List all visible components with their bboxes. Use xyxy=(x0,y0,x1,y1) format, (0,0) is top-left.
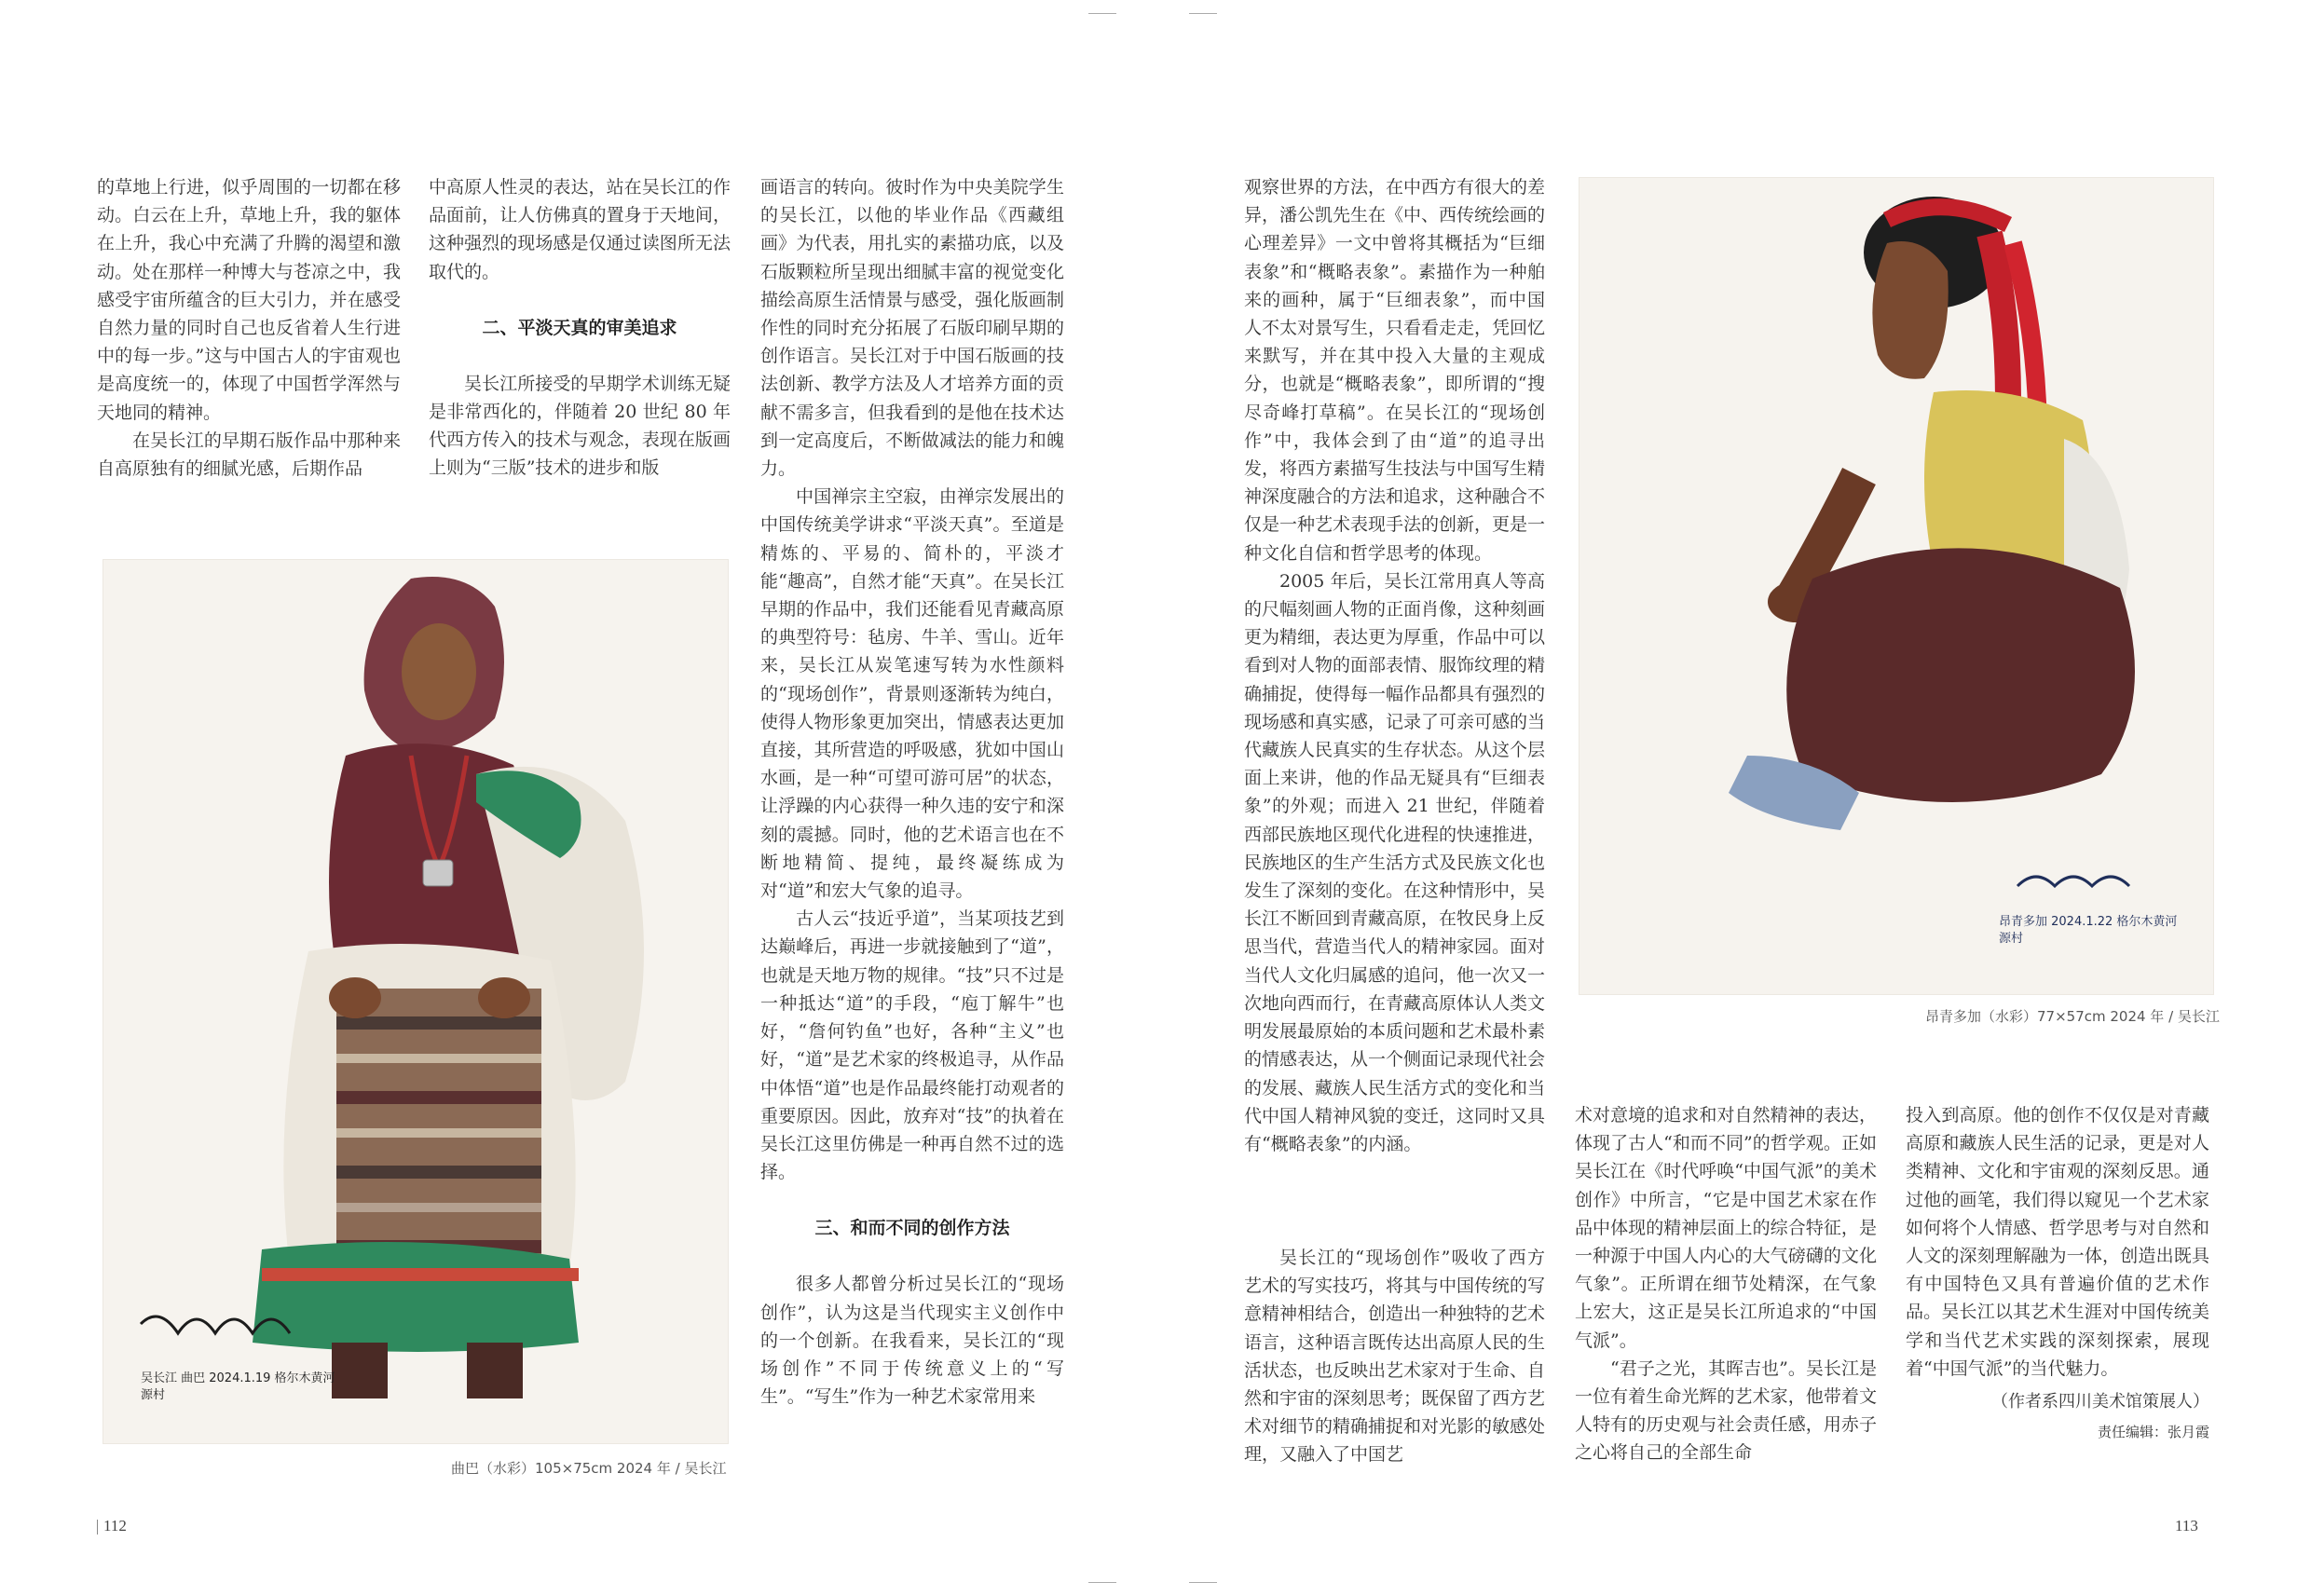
artwork-quba xyxy=(103,559,729,1444)
right-col2-para-2: “君子之光，其晖吉也”。吴长江是一位有着生命光辉的艺术家，他带着文人特有的历史观与社会责任感，用赤子之心将自己的全部生命 xyxy=(1575,1357,1877,1464)
left-col3-para-3: 古人云“技近乎道”，当某项技艺到达巅峰后，再进一步就接触到了“道”，也就是天地万物的规律。“技”只不过是一种抵达“道”的手段，“庖丁解牛”也好，“詹何钓鱼”也好，各种“主义”也好，“道”是艺术家的终极追寻，从作品中体悟“道”也是作品最终能打动观者的重要原因。因此，放弃对“技”的执着在吴长江这里仿佛是一种再自然不过的选择。 xyxy=(760,908,1064,1183)
left-col3-para-1: 画语言的转向。彼时作为中央美院学生的吴长江，以他的毕业作品《西藏组画》为代表，用扎实的素描功底，以及石版颗粒所呈现出细腻丰富的视觉变化描绘高原生活情景与感受，强化版画制作性的同时充分拓展了石版印刷早期的创作语言。吴长江对于中国石版画的技法创新、教学方法及人才培养方面的贡献不需多言，但我看到的是他在技术达到一定高度后，不断做减法的能力和魄力。 xyxy=(760,177,1064,480)
right-col-3 xyxy=(1906,1101,2209,1446)
angqing-portrait-illustration xyxy=(1579,178,2214,995)
right-col3-para-1: 投入到高原。他的创作不仅仅是对青藏高原和藏族人民生活的记录，更是对人类精神、文化和宇宙观的深刻反思。通过他的画笔，我们得以窥见一个艺术家如何将个人情感、哲学思考与对自然和人文的深刻理解融为一体，创造出既具有中国特色又具有普遍价值的艺术作品。吴长江以其艺术生涯对中国传统美学和当代艺术实践的深刻探索，展现着“中国气派”的当代魅力。 xyxy=(1906,1105,2209,1379)
angqing-inscription: 昂青多加 2024.1.22 格尔木黄河源村 xyxy=(1999,915,2178,946)
left-col2-para-2: 吴长江所接受的早期学术训练无疑是非常西化的，伴随着 20 世纪 80 年代西方传入的技术与观念，表现在版画上则为“三版”技术的进步和版 xyxy=(429,373,731,479)
page-number-right-text: 113 xyxy=(2175,1517,2198,1535)
right-col1-para-2: 2005 年后，吴长江常用真人等高的尺幅刻画人物的正面肖像，这种刻画更为精细，表达更为厚重，作品中可以看到对人物的面部表情、服饰纹理的精确捕捉，使得每一幅作品都具有强烈的现场感和真实感，记录了可亲可感的当代藏族人民真实的生存状态。从这个层面上来讲，他的作品无疑具有“巨细表象”的外观；而进入 21 世纪，伴随着西部民族地区现代化进程的快速推进，民族地区的生产生活方式及民族文化也发生了深刻的变化。在这种情形中，吴长江不断回到青藏高原，在牧民身上反思当代，营造当代人的精神家园。面对当代人文化归属感的追问，他一次又一次地向西而行，在青藏高原体认人类文明发展最原始的本质问题和艺术最朴素的情感表达，从一个侧面记录现代社会的发展、藏族人民生活方式的变化和当代中国人精神风貌的变迁，这同时又具有“概略表象”的内涵。 xyxy=(1244,570,1546,1154)
quba-inscription: 吴长江 曲巴 2024.1.19 格尔木黄河源村 xyxy=(141,1371,335,1402)
right-col1-para-3: 吴长江的“现场创作”吸收了西方艺术的写实技巧，将其与中国传统的写意精神相结合，创造出一种独特的艺术语言，这种语言既传达出高原人民的生活状态，也反映出艺术家对于生命、自然和宇宙的深刻思考；既保留了西方艺术对细节的精确捕捉和对光影的敏感处理，又融入了中国艺 xyxy=(1244,1248,1546,1466)
page-number-bar-left xyxy=(97,1520,98,1535)
left-col2-para-1: 中高原人性灵的表达，站在吴长江的作品面前，让人仿佛真的置身于天地间，这种强烈的现场感是仅通过读图所无法取代的。 xyxy=(429,177,731,282)
artwork-angqing-duojia xyxy=(1579,177,2214,995)
right-col1-para-1: 观察世界的方法，在中西方有很大的差异，潘公凯先生在《中、西传统绘画的心理差异》一文中曾将其概括为“巨细表象”和“概略表象”。素描作为一种舶来的画种，属于“巨细表象”，而中国人不太对景写生，只看看走走，凭回忆来默写，并在其中投入大量的主观成分，也就是“概略表象”，即所谓的“搜尽奇峰打草稿”。在吴长江的“现场创作”中，我体会到了由“道”的追寻出发，将西方素描写生技法与中国写生精神深度融合的方法和追求，这种融合不仅是一种艺术表现手法的创新，更是一种文化自信和哲学思考的体现。 xyxy=(1244,177,1546,564)
right-col-1 xyxy=(1244,173,1545,1158)
left-col3-para-4: 很多人都曾分析过吴长江的“现场创作”，认为这是当代现实主义创作中的一个创新。在我看来，吴长江的“现场创作”不同于传统意义上的“写生”。“写生”作为一种艺术家常用来 xyxy=(760,1274,1064,1408)
page-number-right xyxy=(2175,1517,2198,1535)
crop-mark-bottom-right xyxy=(1189,1582,1217,1583)
author-note: （作者系四川美术馆策展人） xyxy=(1991,1392,2209,1412)
crop-mark-bottom-left xyxy=(1088,1582,1116,1583)
striped-apron xyxy=(336,989,541,1268)
quba-caption: 曲巴（水彩）105×75cm 2024 年 / 吴长江 xyxy=(451,1460,727,1477)
section-heading-2: 二、平淡天真的审美追求 xyxy=(482,317,677,338)
left-col3-para-2: 中国禅宗主空寂，由禅宗发展出的中国传统美学讲求“平淡天真”。至道是精炼的、平易的、简朴的，平淡才能“趣高”，自然才能“天真”。在吴长江早期的作品中，我们还能看见青藏高原的典型符号：毡房、牛羊、雪山。近年来，吴长江从炭笔速写转为水性颜料的“现场创作”，背景则逐渐转为纯白，使得人物形象更加突出，情感表达更加直接，其所营造的呼吸感，犹如中国山水画，是一种“可望可游可居”的状态，让浮躁的内心获得一种久违的安宁和深刻的震撼。同时，他的艺术语言也在不断地精简、提纯，最终凝练成为对“道”和宏大气象的追寻。 xyxy=(760,486,1064,902)
angqing-caption: 昂青多加（水彩）77×57cm 2024 年 / 吴长江 xyxy=(1925,1008,2220,1025)
left-col-3 xyxy=(760,173,1064,1411)
left-col-1 xyxy=(97,173,401,483)
right-col-2 xyxy=(1575,1101,1877,1467)
crop-mark-top-left xyxy=(1088,13,1116,14)
right-col-mid xyxy=(1244,1244,1545,1469)
crop-mark-top-right xyxy=(1189,13,1217,14)
page-number-left-text: 112 xyxy=(103,1517,127,1535)
right-col2-para-1: 术对意境的追求和对自然精神的表达，体现了古人“和而不同”的哲学观。正如吴长江在《时代呼唤“中国气派”的美术创作》中所言，“它是中国艺术家在作品中体现的精神层面上的综合特征，是一种源于中国人内心的大气磅礴的文化气象”。正所谓在细节处精深，在气象上宏大，这正是吴长江所追求的“中国气派”。 xyxy=(1575,1105,1877,1351)
page-number-left xyxy=(97,1517,127,1535)
left-col-2 xyxy=(429,173,731,483)
quba-portrait-illustration xyxy=(103,560,729,1444)
left-col1-para-1: 的草地上行进，似乎周围的一切都在移动。白云在上升，草地上升，我的躯体在上升，我心中充满了升腾的渴望和激动。处在那样一种博大与苍凉之中，我感受宇宙所蕴含的巨大引力，并在感受自然力量的同时自己也反省着人生行进中的每一步。”这与中国古人的宇宙观也是高度统一的，体现了中国哲学浑然与天地同的精神。 xyxy=(97,177,401,423)
editor-credit: 责任编辑：张月霞 xyxy=(2097,1424,2209,1441)
section-heading-3: 三、和而不同的创作方法 xyxy=(814,1218,1010,1239)
left-col1-para-2: 在吴长江的早期石版作品中那种来自高原独有的细腻光感，后期作品 xyxy=(97,430,401,480)
